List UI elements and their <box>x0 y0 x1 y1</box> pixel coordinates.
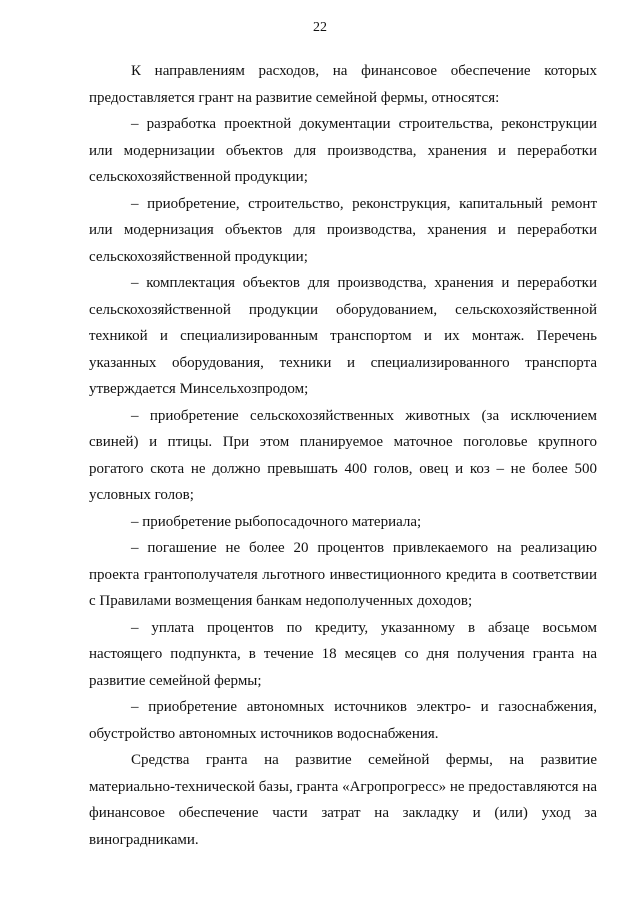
list-item-design-documentation: – разработка проектной документации строительства, реконструкции или модернизации объектов для производства, хранения и переработки сельскохозяйственной продукции; <box>89 116 597 185</box>
list-item-autonomous-supply: – приобретение автономных источников электро- и газоснабжения, обустройство автономных источников водоснабжения. <box>89 699 597 742</box>
list-item-fish-stock: – приобретение рыбопосадочного материала; <box>131 513 422 530</box>
document-body <box>89 58 597 853</box>
page-number: 22 <box>313 20 327 35</box>
intro-paragraph: К направлениям расходов, на финансовое обеспечение которых предоставляется грант на развитие семейной фермы, относятся: <box>89 63 597 106</box>
list-item-construction: – приобретение, строительство, реконструкция, капитальный ремонт или модернизация объектов для производства, хранения и переработки сельскохозяйственной продукции; <box>89 195 597 265</box>
list-item-livestock: – приобретение сельскохозяйственных животных (за исключением свиней) и птицы. При этом планируемое маточное поголовье крупного рогатого скота не должно превышать 400 голов, овец и коз – не более 500 условных голов; <box>89 407 597 503</box>
closing-paragraph: Средства гранта на развитие семейной фермы, на развитие материально-технической базы, гранта «Агропрогресс» не предоставляются на финансовое обеспечение части затрат на закладку и (или) уход за виноградниками. <box>89 752 597 848</box>
list-item-equipment: – комплектация объектов для производства, хранения и переработки сельскохозяйственной продукции оборудованием, сельскохозяйственной техникой и специализированным транспортом и их монтаж. Перечень указанных оборудования, техники и специализированного транспорта утверждается Минсельхозпродом; <box>89 275 597 397</box>
list-item-loan-repayment: – погашение не более 20 процентов привлекаемого на реализацию проекта грантополучателя льготного инвестиционного кредита в соответствии с Правилами возмещения банкам недополученных доходов; <box>89 540 597 609</box>
list-item-interest-payment: – уплата процентов по кредиту, указанному в абзаце восьмом настоящего подпункта, в течение 18 месяцев со дня получения гранта на развитие семейной фермы; <box>89 619 597 689</box>
